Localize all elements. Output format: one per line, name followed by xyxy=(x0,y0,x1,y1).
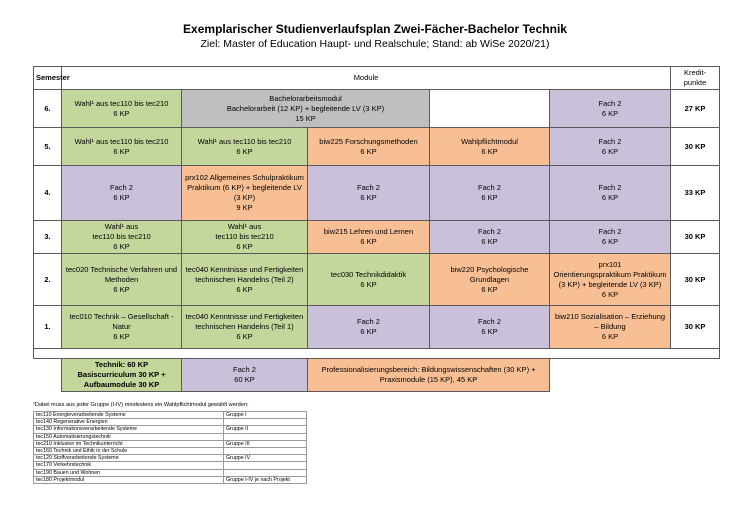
group-row: tec140 Regenerative Energien xyxy=(34,419,307,426)
module-cell: Wahl¹ aus tec110 bis tec210 6 KP xyxy=(62,90,182,128)
spacer-row xyxy=(34,349,720,359)
module-cell: biw220 Psychologische Grundlagen 6 KP xyxy=(430,254,550,306)
module-cell: Fach 2 6 KP xyxy=(550,166,671,221)
group-row: tec190 Bauen und Wohnen xyxy=(34,469,307,476)
module-cell: Fach 2 6 KP xyxy=(308,166,430,221)
group-table xyxy=(33,411,307,484)
module-cell: tec030 Technikdidaktik 6 KP xyxy=(308,254,430,306)
group-row: tec120 Stoffverarbeitende Systeme Gruppe IV xyxy=(34,455,307,462)
semester-label: 1. xyxy=(34,306,62,349)
summary-blank xyxy=(671,359,720,392)
module-cell: tec020 Technische Verfahren und Methoden 6 KP xyxy=(62,254,182,306)
module-cell: Fach 2 6 KP xyxy=(550,221,671,254)
module-cell: Wahl¹ aus tec110 bis tec210 6 KP xyxy=(182,221,308,254)
module-cell: prx101 Orientierungspraktikum Praktikum (3 KP) + begleitende LV (3 KP) 6 KP xyxy=(550,254,671,306)
module-cell: Fach 2 6 KP xyxy=(308,306,430,349)
summary-professionalisierung: Professionalisierungsbereich: Bildungswissenschaften (30 KP) + Praxismodule (15 KP), 45 KP xyxy=(308,359,550,392)
footnote: ¹Dabei muss aus jeder Gruppe (I-IV) mindestens ein Wahlpflichtmodul gewählt werden: xyxy=(33,402,249,408)
kp-value: 30 KP xyxy=(671,306,720,349)
header-module: Module xyxy=(62,67,671,90)
group-row: tec150 Automatisierungstechnik xyxy=(34,433,307,440)
kp-value: 30 KP xyxy=(671,221,720,254)
summary-fach2: Fach 2 60 KP xyxy=(182,359,308,392)
module-cell: Wahl¹ aus tec110 bis tec210 6 KP xyxy=(62,128,182,166)
module-cell: tec040 Kenntnisse und Fertigkeiten technischen Handelns (Teil 2) 6 KP xyxy=(182,254,308,306)
summary-blank xyxy=(34,359,62,392)
kp-value: 33 KP xyxy=(671,166,720,221)
module-cell: Fach 2 6 KP xyxy=(62,166,182,221)
module-cell: biw215 Lehren und Lernen 6 KP xyxy=(308,221,430,254)
module-cell: prx102 Allgemeines Schulpraktikum Praktikum (6 KP) + begleitende LV (3 KP) 9 KP xyxy=(182,166,308,221)
summary-blank xyxy=(550,359,671,392)
module-cell: Wahlpflichtmodul 6 KP xyxy=(430,128,550,166)
semester-label: 3. xyxy=(34,221,62,254)
module-cell: tec040 Kenntnisse und Fertigkeiten technischen Handelns (Teil 1) 6 KP xyxy=(182,306,308,349)
semester-label: 6. xyxy=(34,90,62,128)
summary-technik: Technik: 60 KP Basiscurriculum 30 KP + Aufbaumodule 30 KP xyxy=(62,359,182,392)
kp-value: 30 KP xyxy=(671,254,720,306)
study-plan-table xyxy=(33,66,720,392)
page-subtitle: Ziel: Master of Education Haupt- und Realschule; Stand: ab WiSe 2020/21) xyxy=(200,38,550,50)
semester-label: 5. xyxy=(34,128,62,166)
bachelorarbeit-cell: Bachelorarbeitsmodul Bachelorarbeit (12 KP) + begleitende LV (3 KP) 15 KP xyxy=(182,90,430,128)
header-kreditpunkte: Kredit-punkte xyxy=(671,67,720,90)
group-row: tec110 Energieverarbeitende Systeme Gruppe I xyxy=(34,412,307,419)
empty-cell xyxy=(430,90,550,128)
module-cell: Fach 2 6 KP xyxy=(430,306,550,349)
module-cell: Fach 2 6 KP xyxy=(550,128,671,166)
semester-label: 4. xyxy=(34,166,62,221)
group-row: tec210 Inklusion im Technikunterricht Gruppe III xyxy=(34,440,307,447)
module-cell: biw210 Sozialisation – Erziehung – Bildung 6 KP xyxy=(550,306,671,349)
module-cell: tec010 Technik – Gesellschaft - Natur 6 KP xyxy=(62,306,182,349)
kp-value: 27 KP xyxy=(671,90,720,128)
module-cell: Wahl¹ aus tec110 bis tec210 6 KP xyxy=(62,221,182,254)
group-row: tec160 Technik und Ethik in der Schule xyxy=(34,448,307,455)
group-row: tec170 Verkehrstechnik xyxy=(34,462,307,469)
group-row: tec130 Informationsverarbeitende Systeme Gruppe II xyxy=(34,426,307,433)
group-row: tec180 Projektmodul Gruppe I-IV je nach Projekt xyxy=(34,476,307,483)
module-cell: Wahl¹ aus tec110 bis tec210 6 KP xyxy=(182,128,308,166)
module-cell: Fach 2 6 KP xyxy=(430,166,550,221)
header-semester: Semester xyxy=(34,67,62,90)
module-cell: biw225 Forschungsmethoden 6 KP xyxy=(308,128,430,166)
page-title: Exemplarischer Studienverlaufsplan Zwei-Fächer-Bachelor Technik xyxy=(183,22,567,36)
kp-value: 30 KP xyxy=(671,128,720,166)
module-cell: Fach 2 6 KP xyxy=(430,221,550,254)
semester-label: 2. xyxy=(34,254,62,306)
module-cell: Fach 2 6 KP xyxy=(550,90,671,128)
